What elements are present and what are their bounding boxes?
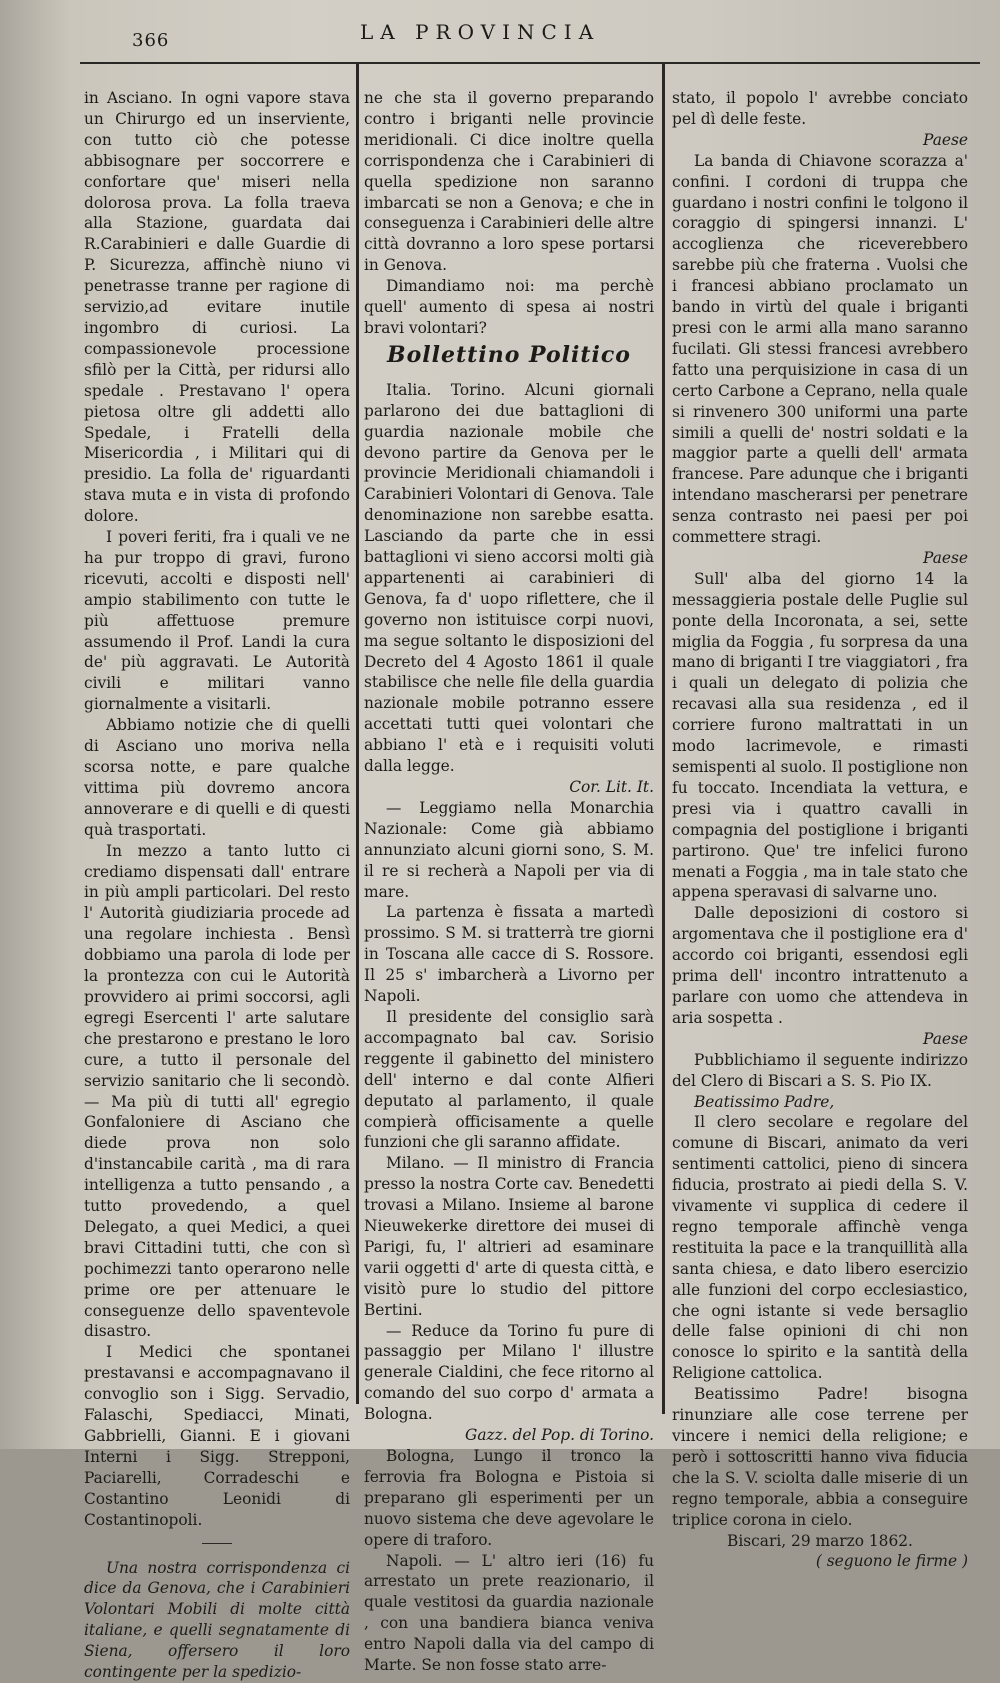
article-paragraph: Il presidente del consiglio sarà accompagnato bal cav. Sorisio reggente il gabinetto del ministero dell' interno e dal conte Alfieri deputato al parlamento, il quale compierà officisamente a quelle funzioni che gli saranno affidate. <box>364 1007 654 1152</box>
article-paragraph: I poveri feriti, fra i quali ve ne ha pur troppo di gravi, furono ricevuti, accolti e disposti nell' ampio stabilimento con tutte le più affettuose premure assumendo il Prof. Landi la cura de' più aggravati. Le Autorità civili e militari vanno giornalmente a visitarli. <box>84 528 350 714</box>
article-paragraph: Il clero secolare e regolare del comune di Biscari, animato da veri sentimenti cattolici, pieno di sincera fiducia, prostrato ai piedi della S. V. vivamente vi supplica di cedere il regno temporale affinchè venga restituita la pace e la tranquillità alla santa chiesa, e dato libero esercizio alle funzioni del corpo ecclesiastico, che ogni istante si vede bersaglio delle false opinioni di chi non conosce lo spirito e la santità della Religione cattolica. <box>672 1113 968 1383</box>
column-divider-2 <box>662 64 665 1414</box>
article-paragraph: stato, il popolo l' avrebbe conciato pel dì delle feste. <box>672 89 968 128</box>
source-credit: Gazz. del Pop. di Torino. <box>465 1426 654 1445</box>
letter-signature: Biscari, 29 marzo 1862. <box>727 1531 913 1550</box>
article-paragraph: Dalle deposizioni di costoro si argomentava che il postiglione era d' accordo coi briganti, essendosi egli prima dell' incontro intrattenuto a parlare con uomo che attendeva in aria sospetta . <box>672 904 968 1027</box>
article-paragraph: In mezzo a tanto lutto ci crediamo dispensati dall' entrare in più ampli particolari. Del resto l' Autorità giudiziaria procede ad una regolare inchiesta . Bensì dobbiamo una parola di lode per la prontezza con cui le Autorità provvidero ai primi soccorsi, agli egregi Esercenti l' arte salutare che prestarono e prestano le loro cure, a tutto il personale del servizio sanitario che li secondò. — Ma più di tutti all' egregio Gonfaloniere di Asciano che diede prova non solo d'instancabile carità , ma di rara intelligenza a tutto pensando , a tutto provedendo, a quel Delegato, a quei Medici, a quei bravi Cittadini tutti, che con sì pochimezzi tanto operarono nelle prime ore per attenuare le conseguenze dello spaventevole disastro. <box>84 841 350 1341</box>
article-paragraph: La partenza è fissata a martedì prossimo. S M. si tratterrà tre giorni in Toscana alle cacce di S. Rossore. Il 25 s' imbarcherà a Livorno per Napoli. <box>364 903 654 1006</box>
column-divider-1 <box>356 64 359 1404</box>
article-paragraph: Beatissimo Padre! bisogna rinunziare alle cose terrene per vincere i nemici della religione; e però i sottoscritti hanno viva fiducia che la S. V. sciolta dalle miserie di un regno temporale, abbia a conseguire triplice corona in cielo. <box>672 1385 968 1529</box>
masthead-title: LA PROVINCIA <box>360 20 601 44</box>
page-number: 366 <box>132 30 170 51</box>
article-paragraph: Napoli. — L' altro ieri (16) fu arrestato un prete reazionario, il quale vestitosi da guardia nazionale , con una bandiera bianca veniva entro Napoli dalla via del campo di Marte. Se non fosse stato arre- <box>364 1551 654 1675</box>
column-3 <box>672 88 968 1572</box>
article-paragraph: Abbiamo notizie che di quelli di Asciano uno moriva nella scorsa notte, e pare qualche vittima più dovremo ancora annoverare e di quelli e di questi quà trasportati. <box>84 716 350 839</box>
letter-salutation: Beatissimo Padre, <box>694 1092 835 1111</box>
column-1 <box>84 88 350 1683</box>
article-paragraph: Italia. Torino. Alcuni giornali parlarono dei due battaglioni di guardia nazionale mobile che devono partire da Genova per le provincie Meridionali chiamandoli i Carabinieri Volontari di Genova. Tale denominazione non sarebbe esatta. Lasciando da parte che in essi battaglioni vi sieno accorsi molti già appartenenti ai carabinieri di Genova, fa d' uopo riflettere, che il governo non istituisce corpi nuovi, ma segue soltanto le disposizioni del Decreto del 4 Agosto 1861 il quale stabilisce che nelle file della guardia nazionale mobile potranno essere accettati tutti quei volontari che abbiano l' età e i requisiti voluti dalla legge. <box>364 380 654 776</box>
separator-rule <box>202 1543 232 1544</box>
article-paragraph: Una nostra corrispondenza ci dice da Genova, che i Carabinieri Volontari Mobili di molte città italiane, e quelli segnatamente di Siena, offersero il loro contingente per la spedizio- <box>84 1558 350 1682</box>
header-rule <box>80 62 980 64</box>
section-title: Bollettino Politico <box>387 341 631 368</box>
continued-note: ( seguono le firme ) <box>815 1552 968 1571</box>
column-2 <box>364 88 654 1676</box>
article-paragraph: Sull' alba del giorno 14 la messaggieria postale delle Puglie sul ponte della Incoronata, a sei, sette miglia da Foggia , fu sorpresa da una mano di briganti I tre viaggiatori , fra i quali un delegato di polizia che recavasi alla sua residenza , ed il corriere furono maltrattati in un modo lacrimevole, e rimasti semispenti al suolo. Il postiglione non fu toccato. Incendiata la vettura, e presi via i quattro cavalli in compagnia del postiglione i briganti partirono. Que' tre infelici furono menati a Foggia , ma in tale stato che appena speravasi di salvarne uno. <box>672 569 968 902</box>
source-credit: Paese <box>923 548 968 567</box>
article-paragraph: Dimandiamo noi: ma perchè quell' aumento di spesa ai nostri bravi volontari? <box>364 277 654 337</box>
article-paragraph: La banda di Chiavone scorazza a' confini. I cordoni di truppa che guardano i nostri confini le tolgono il coraggio di spingersi innanzi. L' accoglienza che riceverebbero sarebbe più che fraterna . Vuolsi che i francesi abbiano proclamato un bando in virtù del quale i briganti presi con le armi alla mano saranno fucilati. Gli stessi francesi avrebbero fatto una perquisizione in casa di un certo Carbone a Ceprano, nella quale si rinvenero 300 uniformi una parte simili a quelli de' nostri soldati e la maggior parte a quelli dell' armata francese. Pare adunque che i briganti intendano mascherarsi per penetrare senza contrasto nei paesi per poi commettere stragi. <box>672 151 968 547</box>
article-paragraph: Milano. — Il ministro di Francia presso la nostra Corte cav. Benedetti trovasi a Milano. Insieme al barone Nieuwekerke direttore dei musei di Parigi, fu, l' altrieri ad esaminare varii oggetti d' arte di questa città, e visitò pure lo studio del pittore Bertini. <box>364 1154 654 1319</box>
article-paragraph: — Reduce da Torino fu pure di passaggio per Milano l' illustre generale Cialdini, che fece ritorno al comando del suo corpo d' armata a Bologna. <box>364 1321 654 1424</box>
article-paragraph: ne che sta il governo preparando contro i briganti nelle provincie meridionali. Ci dice inoltre quella corrispondenza che i Carabinieri di quella spedizione non saranno imbarcati se non a Genova; e che in conseguenza i Carabinieri delle altre città dovranno a loro spese portarsi in Genova. <box>364 89 654 275</box>
article-paragraph: Bologna, Lungo il tronco la ferrovia fra Bologna e Pistoia si preparano gli esperimenti per un nuovo sistema che deve agevolare le opere di traforo. <box>364 1447 654 1549</box>
article-paragraph: in Asciano. In ogni vapore stava un Chirurgo ed un inserviente, con tutto ciò che potesse abbisognare per soccorrere e confortare que' miseri nella dolorosa prova. La folla traeva alla Stazione, guardata dai R.Carabinieri e dalle Guardie di P. Sicurezza, affinchè niuno vi penetrasse tranne per ragione di servizio,ad evitare inutile ingombro di curiosi. La compassionevole processione sfilò per la Città, per ridursi allo spedale . Prestavano l' opera pietosa oltre gli addetti allo Spedale, i Fratelli della Misericordia , i Militari qui di presidio. La folla de' riguardanti stava muta e in vista di profondo dolore. <box>84 89 350 526</box>
source-credit: Cor. Lit. It. <box>569 778 654 796</box>
source-credit: Paese <box>923 1029 968 1048</box>
article-paragraph: Pubblichiamo il seguente indirizzo del Clero di Biscari a S. S. Pio IX. <box>672 1050 968 1090</box>
source-credit: Paese <box>923 130 968 149</box>
article-paragraph: — Leggiamo nella Monarchia Nazionale: Come già abbiamo annunziato alcuni giorni sono, S. M. il re si recherà a Napoli per via di mare. <box>364 798 654 901</box>
article-paragraph: I Medici che spontanei prestavansi e accompagnavano il convoglio son i Sigg. Servadio, Falaschi, Spediacci, Minati, Gabbrielli, Gianni. E i giovani Interni i Sigg. Strepponi, Paciarelli, Corradeschi e Costantino Leonidi di Costantinopoli. <box>84 1343 350 1529</box>
